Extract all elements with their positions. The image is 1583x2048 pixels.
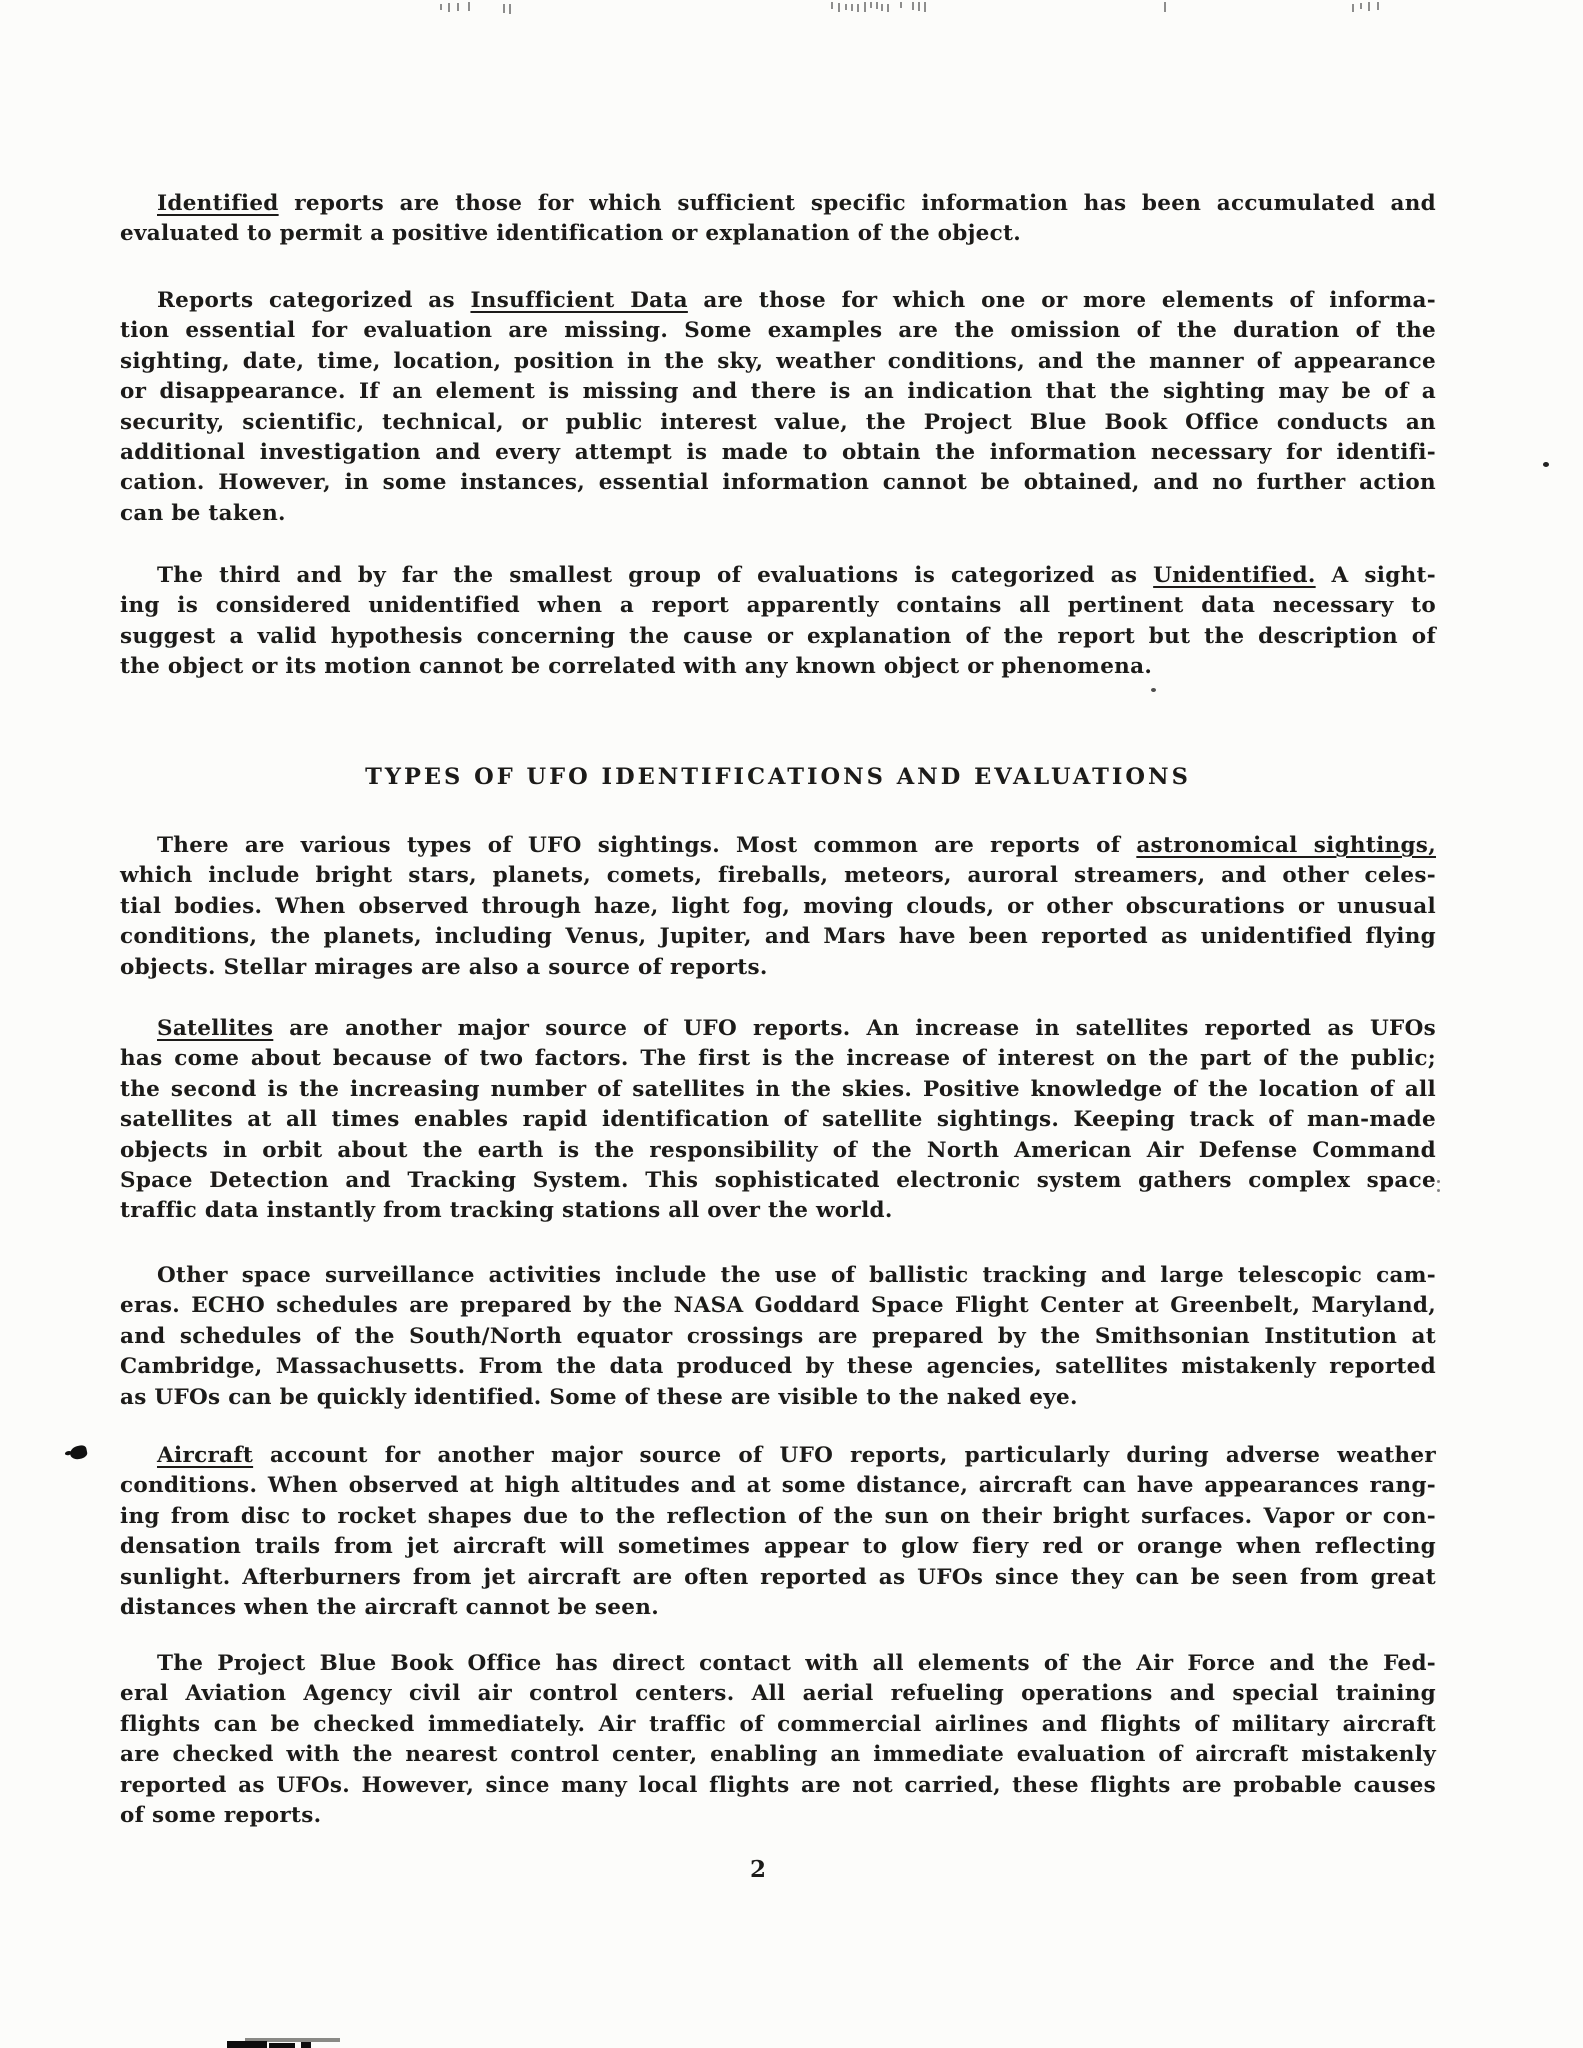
text-segment: A sight- <box>1315 563 1436 588</box>
text-segment: The Project Blue Book Office has direct contact with all elements of the Air Force and the Fed- <box>157 1651 1436 1676</box>
text-line <box>120 347 1436 377</box>
text-segment: reported as UFOs. However, since many local flights are not carried, these flights are probable causes <box>120 1772 1436 1798</box>
stray-dot-artifact <box>1151 688 1156 692</box>
text-line <box>120 189 1436 219</box>
text-segment: The third and by far the smallest group of evaluations is categorized as <box>157 563 1154 588</box>
cutoff-text-artifact <box>227 2041 267 2048</box>
text-line <box>120 1196 1436 1226</box>
text-segment: Cambridge, Massachusetts. From the data produced by these agencies, satellites mistakenly reported <box>120 1354 1436 1380</box>
paragraph-satellites <box>120 1014 1436 1227</box>
underlined-term: astronomical sightings, <box>1136 833 1436 858</box>
text-segment: objects. Stellar mirages are also a source of reports. <box>120 954 768 980</box>
text-line <box>120 1075 1436 1105</box>
text-line <box>120 1166 1436 1196</box>
underlined-term: Satellites <box>157 1016 274 1041</box>
text-segment: evaluated to permit a positive identification or explanation of the object. <box>120 221 1022 247</box>
text-line <box>120 1014 1436 1044</box>
text-segment: tion essential for evaluation are missing. Some examples are the omission of the duration of the <box>120 318 1436 344</box>
text-line <box>120 1291 1436 1321</box>
text-line <box>120 1710 1436 1740</box>
text-line <box>120 1471 1436 1501</box>
text-segment: are another major source of UFO reports. An increase in satellites reported as UFOs <box>273 1016 1436 1041</box>
text-segment: suggest a valid hypothesis concerning the cause or explanation of the report but the description of <box>120 623 1436 649</box>
paragraph-identified <box>120 189 1436 250</box>
paragraph-blue-book-office <box>120 1649 1436 1831</box>
text-segment: ing from disc to rocket shapes due to the reflection of the sun on their bright surfaces. Vapor or con- <box>120 1503 1436 1529</box>
text-line <box>120 1502 1436 1532</box>
text-line <box>120 316 1436 346</box>
text-line <box>120 622 1436 652</box>
text-line <box>120 1532 1436 1562</box>
paragraph-astronomical <box>120 831 1436 983</box>
text-line <box>120 1044 1436 1074</box>
text-line <box>120 1105 1436 1135</box>
text-line <box>120 1383 1436 1413</box>
text-segment: Other space surveillance activities include the use of ballistic tracking and large telescopic cam- <box>157 1263 1436 1288</box>
text-segment: cation. However, in some instances, essential information cannot be obtained, and no further action <box>120 470 1436 496</box>
text-segment: Space Detection and Tracking System. This sophisticated electronic system gathers complex space <box>120 1168 1436 1194</box>
text-segment: sighting, date, time, location, position in the sky, weather conditions, and the manner of appearance <box>120 348 1436 374</box>
cutoff-text-artifact <box>301 2042 311 2048</box>
stray-colon-artifact <box>1437 1180 1440 1192</box>
text-line <box>120 1261 1436 1291</box>
text-segment: conditions. When observed at high altitudes and at some distance, aircraft can have appearances rang- <box>120 1473 1436 1499</box>
text-line <box>120 953 1436 983</box>
text-line <box>120 1679 1436 1709</box>
page-number: 2 <box>749 1856 766 1883</box>
text-line <box>120 1563 1436 1593</box>
text-segment: satellites at all times enables rapid identification of satellite sightings. Keeping track of man-made <box>120 1107 1436 1133</box>
text-segment: as UFOs can be quickly identified. Some of these are visible to the naked eye. <box>120 1384 1078 1410</box>
text-line <box>120 591 1436 621</box>
underlined-term: Identified <box>157 191 279 216</box>
text-segment: eral Aviation Agency civil air control centers. All aerial refueling operations and special training <box>120 1681 1436 1707</box>
text-line <box>120 652 1436 682</box>
text-line <box>120 861 1436 891</box>
text-segment: are those for which one or more elements of informa- <box>687 288 1436 313</box>
text-line <box>120 1136 1436 1166</box>
text-line <box>120 561 1436 591</box>
text-segment: security, scientific, technical, or public interest value, the Project Blue Book Office conducts an <box>120 409 1436 435</box>
stray-dot-artifact <box>1543 462 1549 467</box>
text-line <box>120 1441 1436 1471</box>
text-segment: objects in orbit about the earth is the responsibility of the North American Air Defense Command <box>120 1137 1436 1163</box>
underlined-term: Aircraft <box>157 1443 254 1468</box>
text-segment: distances when the aircraft cannot be seen. <box>120 1595 659 1621</box>
text-line <box>120 468 1436 498</box>
paragraph-unidentified <box>120 561 1436 683</box>
text-segment: can be taken. <box>120 500 286 526</box>
text-line <box>120 286 1436 316</box>
paragraph-insufficient-data <box>120 286 1436 529</box>
text-segment: account for another major source of UFO reports, particularly during adverse weather <box>253 1443 1436 1468</box>
section-heading: TYPES OF UFO IDENTIFICATIONS AND EVALUATIONS <box>365 764 1191 790</box>
text-line <box>120 922 1436 952</box>
cutoff-text-artifact <box>269 2043 295 2048</box>
text-segment: flights can be checked immediately. Air traffic of commercial airlines and flights of military aircraft <box>120 1711 1436 1737</box>
text-segment: which include bright stars, planets, comets, fireballs, meteors, auroral streamers, and other celes- <box>120 863 1436 889</box>
text-line <box>120 1740 1436 1770</box>
text-segment: ing is considered unidentified when a report apparently contains all pertinent data necessary to <box>120 593 1436 619</box>
text-segment: has come about because of two factors. The first is the increase of interest on the part of the public; <box>120 1046 1436 1072</box>
text-segment: or disappearance. If an element is missing and there is an indication that the sighting may be of a <box>120 379 1436 405</box>
text-segment: Reports categorized as <box>157 288 471 313</box>
text-segment: eras. ECHO schedules are prepared by the NASA Goddard Space Flight Center at Greenbelt, Maryland, <box>120 1293 1436 1319</box>
text-segment: and schedules of the South/North equator crossings are prepared by the Smithsonian Institution at <box>120 1323 1436 1349</box>
text-line <box>120 499 1436 529</box>
text-segment: of some reports. <box>120 1803 322 1829</box>
text-line <box>120 377 1436 407</box>
text-line <box>120 1322 1436 1352</box>
text-segment: There are various types of UFO sightings. Most common are reports of <box>157 833 1137 858</box>
text-segment: conditions, the planets, including Venus, Jupiter, and Mars have been reported as unidentified flying <box>120 924 1436 950</box>
text-line <box>120 1593 1436 1623</box>
text-line <box>120 1801 1436 1831</box>
text-line <box>120 1352 1436 1382</box>
text-segment: reports are those for which sufficient specific information has been accumulated and <box>278 191 1436 216</box>
text-segment: sunlight. Afterburners from jet aircraft are often reported as UFOs since they can be seen from great <box>120 1564 1436 1590</box>
text-line <box>120 892 1436 922</box>
text-line <box>120 1771 1436 1801</box>
text-line <box>120 408 1436 438</box>
text-segment: the second is the increasing number of satellites in the skies. Positive knowledge of the location of all <box>120 1076 1436 1102</box>
text-line <box>120 831 1436 861</box>
text-segment: are checked with the nearest control center, enabling an immediate evaluation of aircraft mistakenly <box>120 1742 1436 1768</box>
text-segment: the object or its motion cannot be correlated with any known object or phenomena. <box>120 654 1153 680</box>
text-segment: tial bodies. When observed through haze, light fog, moving clouds, or other obscurations or unusual <box>120 893 1436 919</box>
text-segment: densation trails from jet aircraft will sometimes appear to glow fiery red or orange when reflecting <box>120 1534 1436 1560</box>
paragraph-aircraft <box>120 1441 1436 1623</box>
underlined-term: Unidentified. <box>1153 563 1316 588</box>
underlined-term: Insufficient Data <box>470 288 688 313</box>
text-segment: traffic data instantly from tracking stations all over the world. <box>120 1198 893 1224</box>
text-line <box>120 438 1436 468</box>
text-segment: additional investigation and every attempt is made to obtain the information necessary for identifi- <box>120 440 1436 466</box>
text-line <box>120 1649 1436 1679</box>
text-line <box>120 219 1436 249</box>
paragraph-space-surveillance <box>120 1261 1436 1413</box>
